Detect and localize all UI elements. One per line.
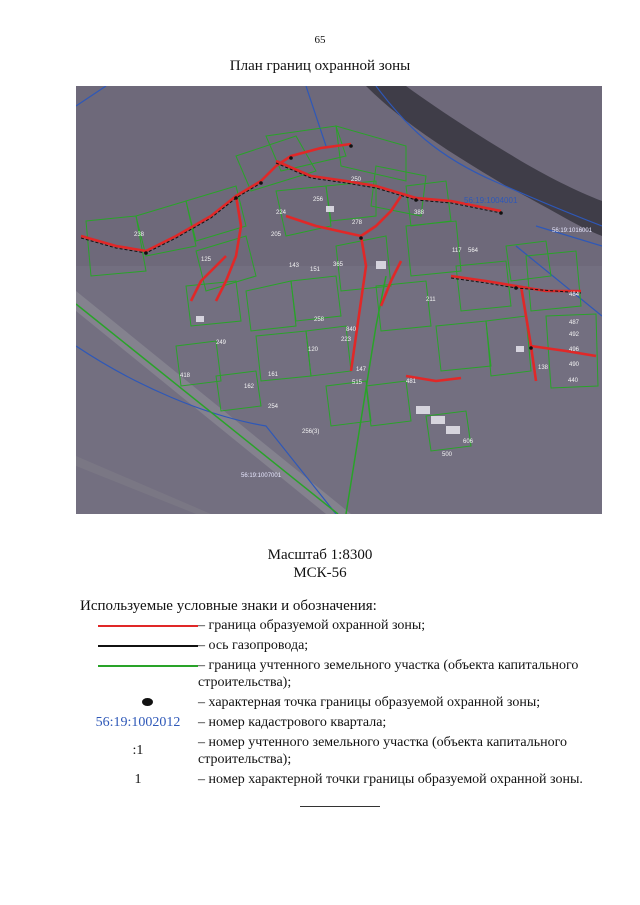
parcel-label: 224 <box>276 210 287 216</box>
parcel-label: 487 <box>569 320 580 326</box>
parcel-label: 162 <box>244 384 255 390</box>
legend-item-parcel-number <box>78 734 618 768</box>
legend-desc: – номер характерной точки границы образуемой охранной зоны. <box>198 772 583 787</box>
footer-divider <box>300 806 380 807</box>
legend-item-parcel-boundary <box>78 657 618 691</box>
parcel-label: 481 <box>406 379 417 385</box>
scale-label: Масштаб 1:8300 <box>267 547 373 563</box>
parcel-label: 161 <box>268 372 279 378</box>
parcel-label: 250 <box>351 177 362 183</box>
parcel-label: 492 <box>569 332 580 338</box>
legend-heading: Используемые условные знаки и обозначения: <box>80 598 377 614</box>
legend-item-pipeline-axis <box>78 637 618 654</box>
parcel-label: 515 <box>352 380 363 386</box>
parcel-label: 256 <box>313 197 324 203</box>
parcel-label: 484 <box>569 292 580 298</box>
parcel-label: 238 <box>134 232 145 238</box>
page-number: 65 <box>314 34 326 46</box>
legend-desc: – характерная точка границы образуемой охранной зоны; <box>198 695 541 710</box>
parcel-label: 564 <box>468 248 479 254</box>
quarter-label: 56:19:1007001 <box>241 473 282 479</box>
parcel-label: 496 <box>569 347 580 353</box>
scale-block <box>0 546 640 582</box>
legend-symbol-red-line <box>78 617 198 634</box>
map-image <box>76 86 602 514</box>
parcel-label: 147 <box>356 367 367 373</box>
quarter-label: 56:19:1004001 <box>464 196 518 205</box>
parcel-label: 258 <box>314 317 325 323</box>
map-canvas <box>76 86 602 514</box>
legend-desc: – граница учтенного земельного участка (объекта капитального строительства); <box>198 658 579 690</box>
legend-symbol-dot <box>78 694 198 711</box>
parcel-label: 205 <box>271 232 282 238</box>
parcel-label: 256(3) <box>302 429 320 435</box>
legend-item-point-number <box>78 771 618 788</box>
legend <box>78 617 618 791</box>
parcel-label: 211 <box>426 297 436 303</box>
legend-symbol-parcel-number: :1 <box>132 743 144 758</box>
parcel-label: 117 <box>452 248 462 254</box>
parcel-label: 490 <box>569 362 580 368</box>
parcel-label: 440 <box>568 378 579 384</box>
parcel-label: 138 <box>538 365 549 371</box>
legend-desc: – номер кадастрового квартала; <box>198 715 387 730</box>
parcel-label: 223 <box>341 337 352 343</box>
parcel-label: 254 <box>268 404 279 410</box>
legend-item-point <box>78 694 618 711</box>
parcel-label: 606 <box>463 439 474 445</box>
coord-system-label: МСК-56 <box>293 565 347 581</box>
parcel-label: 249 <box>216 340 227 346</box>
parcel-label: 143 <box>289 263 300 269</box>
parcel-label: 125 <box>201 257 212 263</box>
legend-desc: – граница образуемой охранной зоны; <box>198 618 426 633</box>
legend-symbol-point-number: 1 <box>134 772 142 787</box>
legend-desc: – ось газопровода; <box>198 638 309 653</box>
parcel-label: 365 <box>333 262 344 268</box>
legend-symbol-green-line <box>78 657 198 674</box>
parcel-label: 418 <box>180 373 191 379</box>
parcel-label: 500 <box>442 452 453 458</box>
quarter-label: 56:19:1016001 <box>552 228 593 234</box>
parcel-label: 151 <box>310 267 321 273</box>
legend-desc: – номер учтенного земельного участка (объекта капитального строительства); <box>198 735 568 767</box>
parcel-label: 278 <box>352 220 363 226</box>
legend-item-quarter-number <box>78 714 618 731</box>
page-title: План границ охранной зоны <box>229 58 411 74</box>
legend-symbol-quarter-number: 56:19:1002012 <box>95 715 181 730</box>
parcel-label: 120 <box>308 347 319 353</box>
parcel-label: 388 <box>414 210 425 216</box>
legend-item-zone-boundary <box>78 617 618 634</box>
parcel-label: 840 <box>346 327 357 333</box>
legend-symbol-black-line <box>78 637 198 654</box>
